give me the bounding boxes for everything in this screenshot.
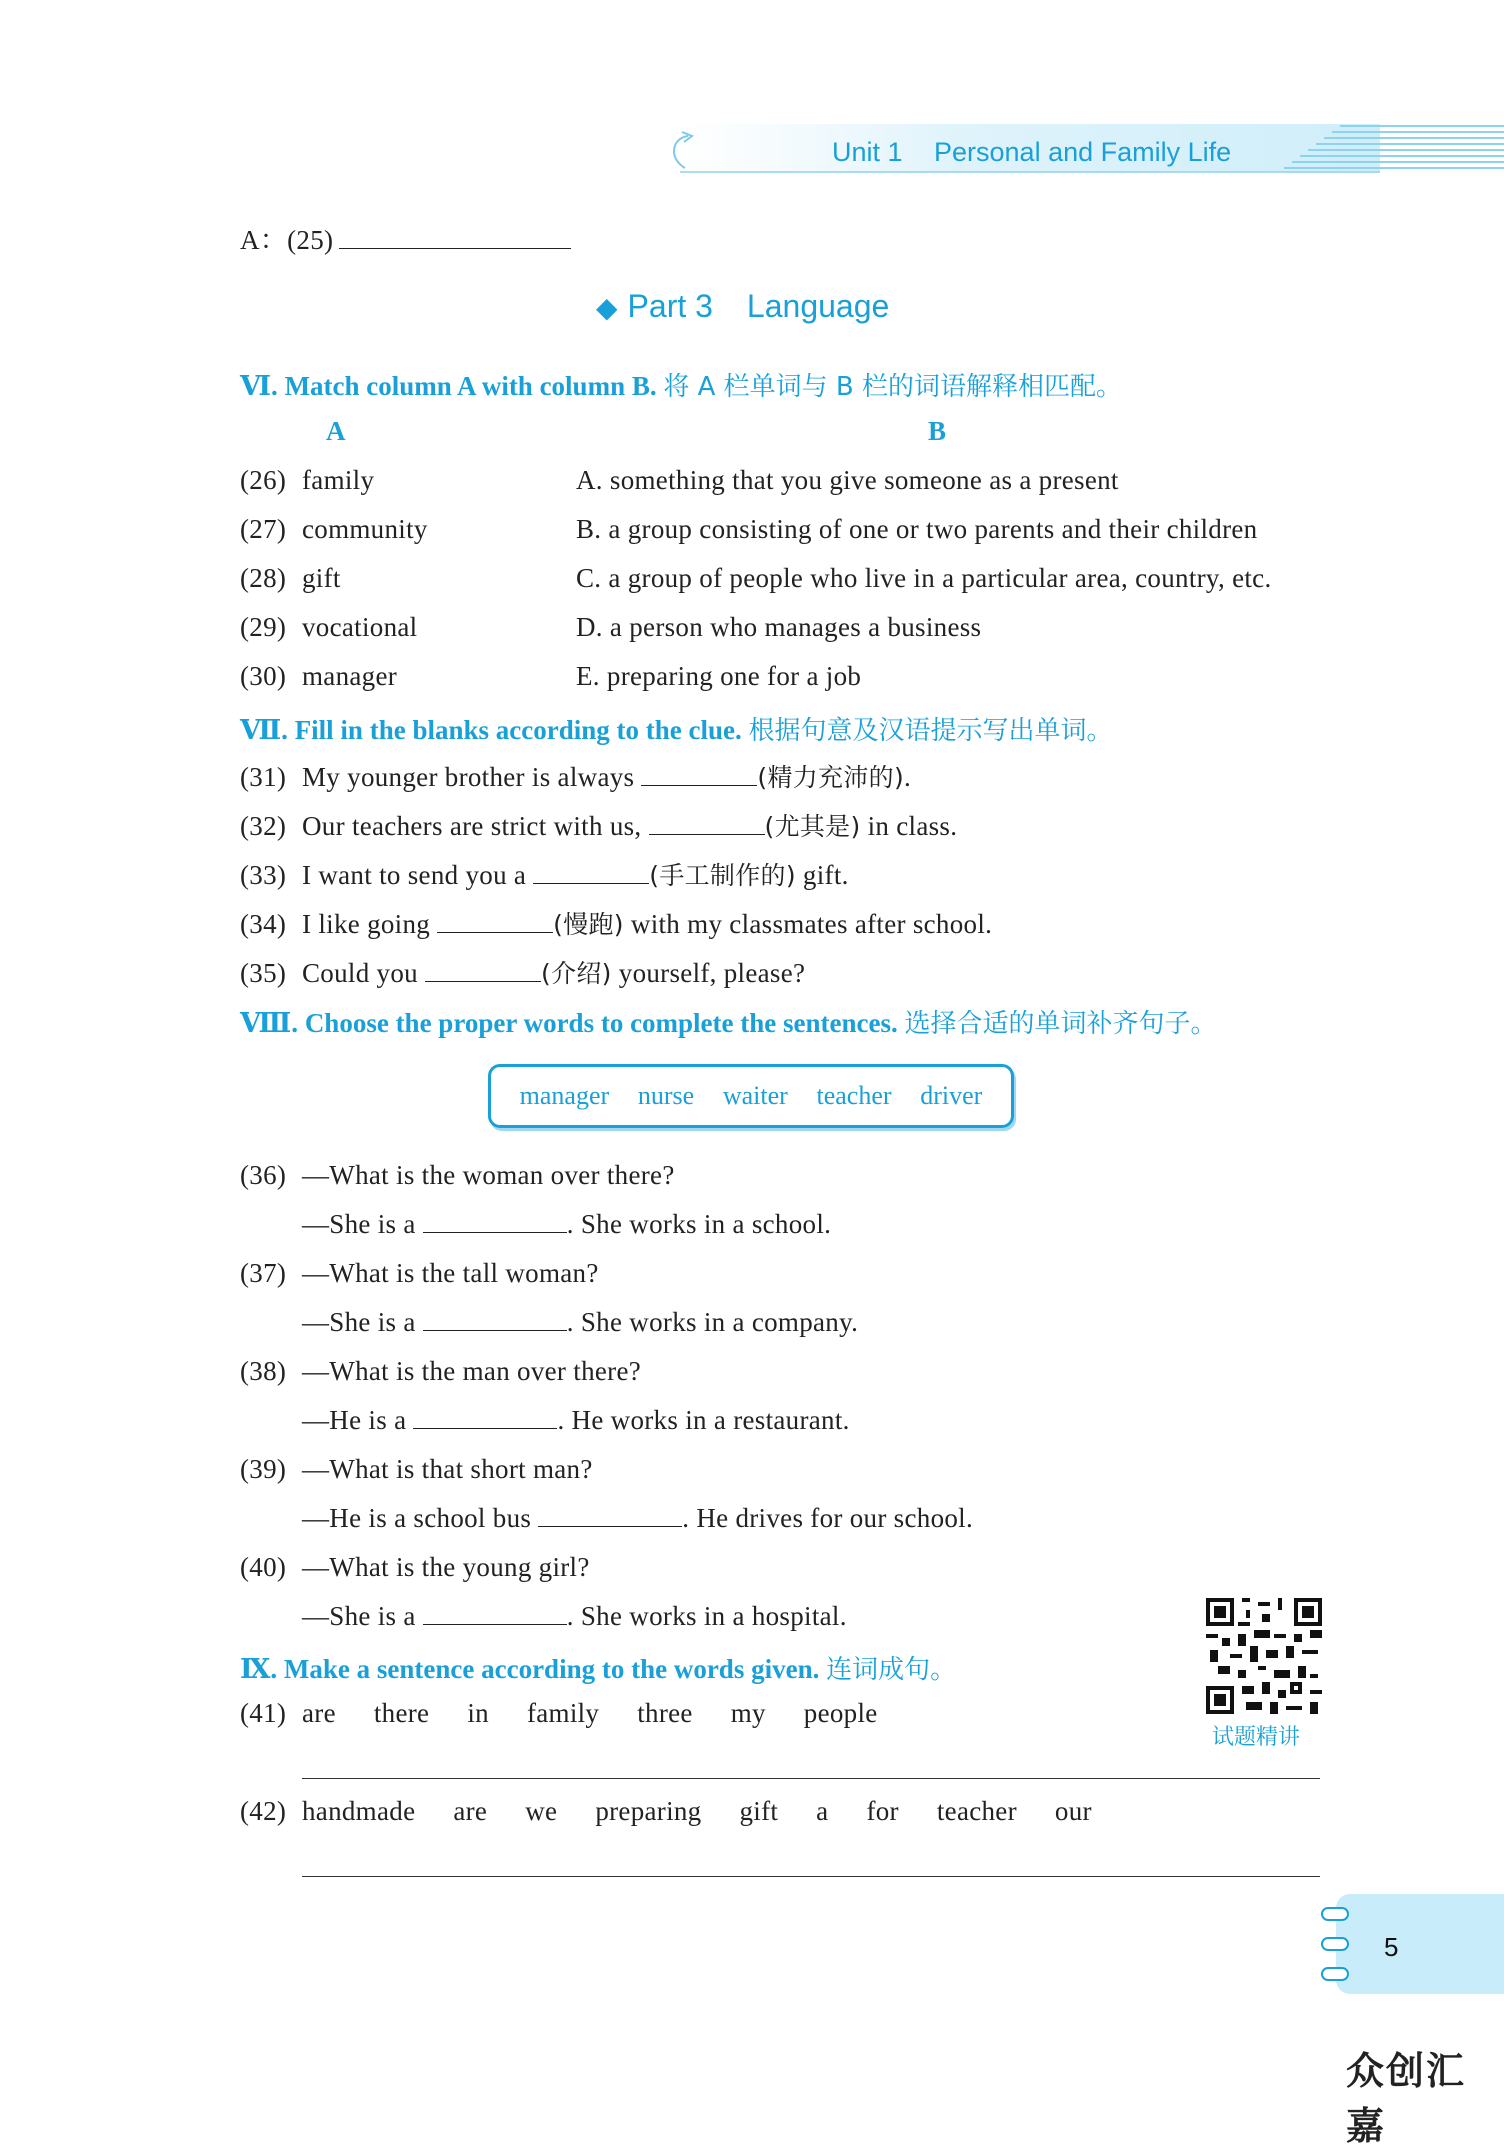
fill-text: in class. xyxy=(860,811,958,841)
match-word: gift xyxy=(302,563,341,593)
fill-text: . xyxy=(904,762,912,792)
dialogue-question xyxy=(240,1454,593,1485)
match-word: community xyxy=(302,514,428,544)
given-word: for xyxy=(866,1796,899,1826)
dialogue-q-text: —What is the young girl? xyxy=(302,1552,590,1582)
item-num: (40) xyxy=(240,1552,287,1582)
dialogue-blank[interactable] xyxy=(423,1602,567,1625)
dialogue-answer xyxy=(302,1503,973,1534)
section-7-heading xyxy=(240,710,1112,747)
fill-item-32 xyxy=(240,807,957,843)
dialogue-blank[interactable] xyxy=(423,1210,567,1233)
page-number-tab xyxy=(1336,1894,1504,1994)
item-num: (38) xyxy=(240,1356,287,1386)
section-6-roman: Ⅵ. xyxy=(240,371,278,401)
section-8-title-en: Choose the proper words to complete the sentences. xyxy=(304,1008,898,1038)
section-8-roman: Ⅷ. xyxy=(240,1008,299,1038)
dialogue-blank[interactable] xyxy=(423,1308,567,1331)
fill-text: My younger brother is always xyxy=(302,762,642,792)
word-box-item: driver xyxy=(920,1081,983,1110)
fill-hint: (介绍) xyxy=(541,959,612,988)
section-6-heading xyxy=(240,366,1122,403)
section-7-roman: Ⅶ. xyxy=(240,715,288,745)
dialogue-question xyxy=(240,1552,590,1583)
fill-item-35 xyxy=(240,954,805,990)
item-num: (32) xyxy=(240,811,287,841)
item-num: (35) xyxy=(240,958,287,988)
answer-speaker: A： xyxy=(240,225,288,255)
word-box-item: manager xyxy=(519,1081,610,1110)
dialogue-answer xyxy=(302,1209,831,1240)
dialogue-blank[interactable] xyxy=(538,1504,682,1527)
dialogue-q-text: —What is the tall woman? xyxy=(302,1258,599,1288)
fill-blank[interactable] xyxy=(437,910,553,933)
given-word: gift xyxy=(739,1796,779,1826)
fill-text: I want to send you a xyxy=(302,860,534,890)
item-num: (29) xyxy=(240,612,287,642)
fill-blank[interactable] xyxy=(641,763,757,786)
section-8-title-zh: 选择合适的单词补齐句子。 xyxy=(904,1009,1217,1039)
given-word: teacher xyxy=(936,1796,1017,1826)
item-num: (27) xyxy=(240,514,287,544)
given-word: three xyxy=(637,1698,693,1728)
fill-blank[interactable] xyxy=(425,959,541,982)
section-7-title-en: Fill in the blanks according to the clue. xyxy=(294,715,742,745)
fill-item-34 xyxy=(240,905,992,941)
word-box xyxy=(488,1064,1014,1128)
fill-hint: (慢跑) xyxy=(553,910,624,939)
diamond-icon: ◆ xyxy=(596,292,618,323)
match-word: family xyxy=(302,465,375,495)
answer-line-41[interactable] xyxy=(302,1778,1320,1779)
header-unit: Unit 1 xyxy=(832,137,903,167)
part-title: Part 3 xyxy=(627,288,713,324)
match-row xyxy=(240,563,341,594)
section-9-roman: Ⅸ. xyxy=(240,1654,278,1684)
dialogue-q-text: —What is that short man? xyxy=(302,1454,593,1484)
dialogue-a-text: . She works in a hospital. xyxy=(566,1601,847,1631)
given-word: my xyxy=(730,1698,766,1728)
part-subtitle: Language xyxy=(746,288,890,324)
item-num: (34) xyxy=(240,909,287,939)
section-7-title-zh: 根据句意及汉语提示写出单词。 xyxy=(748,716,1113,746)
word-order-item-41 xyxy=(240,1698,878,1729)
given-word: people xyxy=(803,1698,878,1728)
dialogue-a-text: . She works in a school. xyxy=(566,1209,832,1239)
section-9-title-zh: 连词成句。 xyxy=(826,1655,957,1685)
given-word: we xyxy=(525,1796,558,1826)
given-word: there xyxy=(373,1698,430,1728)
fill-text: I like going xyxy=(302,909,438,939)
dialogue-a-text: . He drives for our school. xyxy=(682,1503,974,1533)
given-word: are xyxy=(302,1698,336,1728)
answer-line-42[interactable] xyxy=(302,1876,1320,1877)
dialogue-a-text: . She works in a company. xyxy=(566,1307,859,1337)
dialogue-q-text: —What is the man over there? xyxy=(302,1356,642,1386)
watermark-text: 众创汇嘉 xyxy=(1346,2049,1467,2148)
fill-text: with my classmates after school. xyxy=(623,909,993,939)
match-row xyxy=(240,661,397,692)
fill-text: Could you xyxy=(302,958,426,988)
answer-num: (25) xyxy=(287,225,334,255)
match-def: D. a person who manages a business xyxy=(576,612,982,642)
dialogue-a-text: —He is a xyxy=(302,1405,414,1435)
item-num: (30) xyxy=(240,661,287,691)
fill-hint: (尤其是) xyxy=(764,812,861,841)
binder-rings-icon xyxy=(1318,1904,1354,1986)
item-num: (36) xyxy=(240,1160,287,1190)
section-9-title-en: Make a sentence according to the words given. xyxy=(283,1654,820,1684)
match-row xyxy=(240,612,417,643)
fill-text: yourself, please? xyxy=(611,958,806,988)
given-word: family xyxy=(526,1698,600,1728)
column-a-header: A xyxy=(326,416,346,446)
dialogue-a-text: . He works in a restaurant. xyxy=(557,1405,850,1435)
given-word: in xyxy=(467,1698,489,1728)
item-num: (28) xyxy=(240,563,287,593)
qr-label: 试题精讲 xyxy=(1212,1725,1301,1750)
given-word: handmade xyxy=(302,1796,416,1826)
fill-hint: (精力充沛的) xyxy=(757,763,904,792)
fill-text: gift. xyxy=(795,860,849,890)
fill-item-33 xyxy=(240,856,849,892)
match-row xyxy=(240,514,428,545)
section-6-title-en: Match column A with column B. xyxy=(284,371,657,401)
answer-25-blank[interactable] xyxy=(339,226,571,249)
dialogue-question xyxy=(240,1258,599,1289)
answer-25-line xyxy=(240,218,571,257)
match-word: manager xyxy=(302,661,398,691)
section-9-heading xyxy=(240,1649,956,1686)
given-word: are xyxy=(453,1796,488,1826)
given-word: preparing xyxy=(595,1796,702,1826)
fill-item-31 xyxy=(240,758,911,794)
item-num: (41) xyxy=(240,1698,287,1728)
part-heading xyxy=(596,288,889,325)
dialogue-a-text: —She is a xyxy=(302,1209,423,1239)
item-num: (26) xyxy=(240,465,287,495)
dialogue-a-text: —He is a school bus xyxy=(302,1503,539,1533)
qr-code-icon[interactable] xyxy=(1206,1598,1322,1714)
dialogue-question xyxy=(240,1160,675,1191)
item-num: (37) xyxy=(240,1258,287,1288)
match-def: A. something that you give someone as a present xyxy=(576,465,1119,495)
fill-text: Our teachers are strict with us, xyxy=(302,811,649,841)
fill-blank[interactable] xyxy=(649,812,765,835)
word-box-item: waiter xyxy=(722,1081,788,1110)
column-b-header: B xyxy=(928,416,947,446)
dialogue-answer xyxy=(302,1307,858,1338)
dialogue-answer xyxy=(302,1601,847,1632)
item-num: (31) xyxy=(240,762,287,792)
dialogue-q-text: —What is the woman over there? xyxy=(302,1160,675,1190)
fill-blank[interactable] xyxy=(533,861,649,884)
match-def: C. a group of people who live in a particular area, country, etc. xyxy=(576,563,1272,593)
item-num: (42) xyxy=(240,1796,287,1826)
dialogue-a-text: —She is a xyxy=(302,1307,423,1337)
header-title: Personal and Family Life xyxy=(934,137,1232,167)
match-def: B. a group consisting of one or two parents and their children xyxy=(576,514,1258,544)
fill-hint: (手工制作的) xyxy=(649,861,796,890)
section-6-title-zh: 将 A 栏单词与 B 栏的词语解释相匹配。 xyxy=(663,372,1123,402)
item-num: (33) xyxy=(240,860,287,890)
section-8-heading xyxy=(240,1003,1217,1040)
given-word: a xyxy=(816,1796,829,1826)
match-def: E. preparing one for a job xyxy=(576,661,862,691)
dialogue-answer xyxy=(302,1405,850,1436)
match-row xyxy=(240,465,374,496)
dialogue-blank[interactable] xyxy=(413,1406,557,1429)
item-num: (39) xyxy=(240,1454,287,1484)
word-box-item: nurse xyxy=(637,1081,695,1110)
given-word: our xyxy=(1054,1796,1092,1826)
word-box-item: teacher xyxy=(816,1081,892,1110)
page-number: 5 xyxy=(1384,1932,1399,1962)
dialogue-question xyxy=(240,1356,641,1387)
word-order-item-42 xyxy=(240,1796,1092,1827)
match-word: vocational xyxy=(302,612,418,642)
dialogue-a-text: —She is a xyxy=(302,1601,423,1631)
